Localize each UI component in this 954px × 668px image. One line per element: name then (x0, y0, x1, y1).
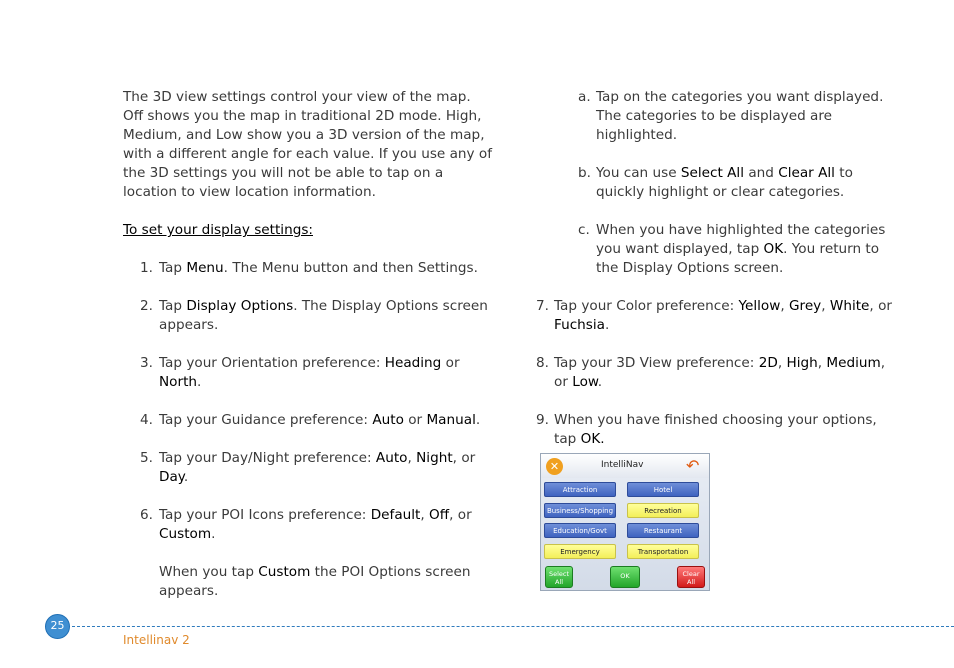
footer-dashed-rule (72, 626, 954, 627)
category-hotel[interactable]: Hotel (627, 482, 699, 497)
footer-product-name: Intellinav 2 (123, 633, 190, 647)
step-9: 9. When you have finished choosing your options, tap OK. (536, 412, 877, 447)
category-business-shopping[interactable]: Business/Shopping (544, 503, 616, 518)
step-6: 6. Tap your POI Icons preference: Default, Off, or Custom. (140, 507, 472, 542)
clear-all-button[interactable]: Clear All (677, 566, 705, 588)
step-2: 2. Tap Display Options. The Display Options screen appears. (140, 298, 488, 333)
step-7: 7. Tap your Color preference: Yellow, Grey, White, or Fuchsia. (536, 298, 892, 333)
poi-options-screenshot (540, 453, 710, 591)
category-education-govt[interactable]: Education/Govt (544, 523, 616, 538)
screenshot-title: IntelliNav (601, 460, 644, 470)
category-attraction[interactable]: Attraction (544, 482, 616, 497)
step-8: 8. Tap your 3D View preference: 2D, High, Medium, or Low. (536, 355, 886, 390)
select-all-button[interactable]: Select All (545, 566, 573, 588)
category-transportation[interactable]: Transportation (627, 544, 699, 559)
step-4: 4. Tap your Guidance preference: Auto or Manual. (140, 412, 481, 428)
category-emergency[interactable]: Emergency (544, 544, 616, 559)
section-heading: To set your display settings: (123, 222, 313, 238)
substep-c: c. When you have highlighted the categories you want displayed, tap OK. You return to the Display Options screen. (578, 222, 886, 276)
right-column (530, 88, 900, 449)
intro-paragraph: The 3D view settings control your view of the map. Off shows you the map in traditional 2D mode. High, Medium, and Low show you a 3D version of the map, with a different angle for each value. If you use any of the 3D settings you will not be able to tap on a location to view location information. (123, 89, 493, 200)
step-3: 3. Tap your Orientation preference: Heading or North. (140, 355, 460, 390)
step-1: 1. Tap Menu. The Menu button and then Settings. (140, 260, 478, 276)
custom-note: When you tap Custom the POI Options screen appears. (159, 564, 471, 599)
close-icon[interactable]: ✕ (546, 458, 563, 475)
page-number: 25 (45, 614, 70, 639)
category-recreation[interactable]: Recreation (627, 503, 699, 518)
step-5: 5. Tap your Day/Night preference: Auto, Night, or Day. (140, 450, 476, 485)
left-column (123, 88, 493, 601)
back-arrow-icon[interactable]: ↶ (686, 456, 700, 475)
substep-b: b. You can use Select All and Clear All to quickly highlight or clear categories. (578, 165, 853, 200)
substep-a: a. Tap on the categories you want displayed. The categories to be displayed are highlighted. (578, 89, 884, 143)
ok-button[interactable]: OK (610, 566, 640, 588)
category-restaurant[interactable]: Restaurant (627, 523, 699, 538)
